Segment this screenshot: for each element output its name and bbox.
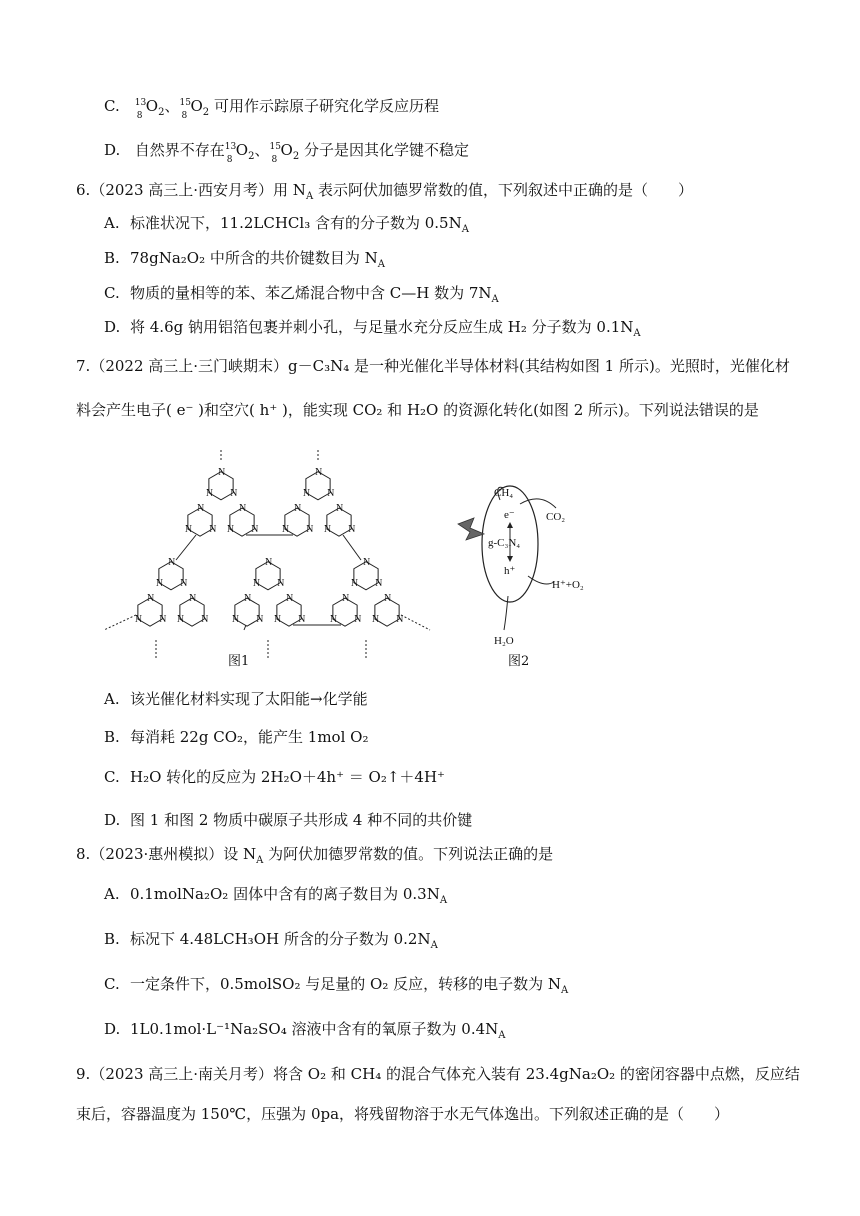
isotope-15: 15 8 <box>179 98 191 121</box>
figure-2-photocatalysis <box>448 478 608 658</box>
n-atom: N <box>201 614 209 626</box>
q7-option-d: D. 图 1 和图 2 物质中碳原子共形成 4 种不同的共价键 <box>104 811 473 829</box>
n-atom: N <box>281 524 290 536</box>
h-o2-label: H⁺+O₂ <box>552 579 584 591</box>
n-atom: N <box>350 577 359 589</box>
n-atom: N <box>396 614 404 626</box>
n-atom: N <box>231 614 240 626</box>
bond <box>401 615 430 630</box>
n-atom: N <box>159 614 167 626</box>
question-8-stem: 8.（2023·惠州模拟）设 $N_A$ 为阿伏加德罗常数的值。下列说法正确的是 <box>76 845 554 866</box>
n-atom: N <box>209 524 217 536</box>
n-atom: N <box>168 556 176 568</box>
question-9-stem-line1: 9.（2023 高三上·南关月考）将含 O₂ 和 CH₄ 的混合气体充入装有 23.4gNa₂O₂ 的密闭容器中点燃，反应结 <box>76 1065 800 1083</box>
n-atom: N <box>147 593 155 605</box>
q7-option-c: C. H₂O 转化的反应为 2H₂O＋4h⁺ ＝ O₂↑＋4H⁺ <box>104 768 445 786</box>
n-atom: N <box>294 503 302 515</box>
n-atom: N <box>315 466 323 478</box>
n-atom: N <box>265 556 273 568</box>
ch4-label: CH₄ <box>494 487 514 499</box>
q7-option-a: A. 该光催化材料实现了太阳能→化学能 <box>104 690 368 708</box>
n-atom: N <box>184 524 193 536</box>
n-atom: N <box>375 577 383 589</box>
question-6-stem: 6.（2023 高三上·西安月考）用 $N_A$ 表示阿伏加德罗常数的值，下列叙述中正确的是（ ） <box>76 181 693 202</box>
q6-option-c: C. 物质的量相等的苯、苯乙烯混合物中含 C—H 数为 $7N_A$ <box>104 284 499 305</box>
question-7-stem-line1: 7.（2022 高三上·三门峡期末）g－C₃N₄ 是一种光催化半导体材料(其结构如图 1 所示)。光照时，光催化材 <box>76 357 790 375</box>
co2-label: CO₂ <box>546 511 566 523</box>
n-atom: N <box>348 524 356 536</box>
n-atom: N <box>176 614 185 626</box>
n-atom: N <box>256 614 264 626</box>
n-atom: N <box>302 487 311 499</box>
q6-option-b: B. 78gNa₂O₂ 中所含的共价键数目为 $N_A$ <box>104 249 385 270</box>
n-atom: N <box>189 593 197 605</box>
n-atom: N <box>205 487 214 499</box>
n-atom: N <box>218 466 226 478</box>
heptazine-network <box>104 448 430 658</box>
hole-label: h⁺ <box>504 565 516 577</box>
figure-1-caption: 图1 <box>228 654 250 669</box>
h2o-label: H₂O <box>494 635 514 647</box>
q8-option-d: D. 1L0.1mol·L⁻¹Na₂SO₄ 溶液中含有的氧原子数为 $0.4N_A$ <box>104 1020 506 1041</box>
n-atom: N <box>371 614 380 626</box>
lightning-icon <box>458 518 484 540</box>
isotope-13: 13 8 <box>134 98 147 121</box>
n-atom: N <box>244 593 252 605</box>
n-atom: N <box>277 577 285 589</box>
gc3n4-label: g-C₃N₄ <box>488 537 521 549</box>
q5-option-d: D. 自然界不存在 13 8 $O_2$、 15 8 $O_2$ 分子是因其化学键不稳定 <box>104 141 469 165</box>
question-7-stem-line2: 料会产生电子( e⁻ )和空穴( h⁺ )，能实现 CO₂ 和 H₂O 的资源化转化(如图 2 所示)。下列说法错误的是 <box>76 401 759 419</box>
bond <box>104 615 136 630</box>
n-atom: N <box>384 593 392 605</box>
q8-option-c: C. 一定条件下，0.5molSO₂ 与足量的 O₂ 反应，转移的电子数为 $N_A$ <box>104 975 569 996</box>
n-atom: N <box>327 487 335 499</box>
bond <box>244 625 246 630</box>
n-atom: N <box>134 614 143 626</box>
q7-option-b: B. 每消耗 22g CO₂，能产生 1mol O₂ <box>104 728 369 746</box>
n-atom: N <box>239 503 247 515</box>
n-atom: N <box>342 593 350 605</box>
n-atom: N <box>226 524 235 536</box>
n-atom: N <box>354 614 362 626</box>
n-atom: N <box>230 487 238 499</box>
q8-option-b: B. 标况下 4.48LCH₃OH 所含的分子数为 $0.2N_A$ <box>104 930 438 951</box>
bond <box>343 535 361 560</box>
electron-label: e⁻ <box>504 509 515 521</box>
n-atom: N <box>273 614 282 626</box>
n-atom: N <box>336 503 344 515</box>
n-atom: N <box>323 524 332 536</box>
n-atom: N <box>298 614 306 626</box>
n-atom: N <box>252 577 261 589</box>
n-atom: N <box>155 577 164 589</box>
n-atom: N <box>251 524 259 536</box>
n-atom: N <box>306 524 314 536</box>
n-atom: N <box>197 503 205 515</box>
q5-option-c: C. 13 8 $O_2$、 15 8 $O_2$ 可用作示踪原子研究化学反应历程 <box>104 97 439 121</box>
q6-option-a: A. 标准状况下，11.2LCHCl₃ 含有的分子数为 $0.5N_A$ <box>104 214 469 235</box>
figure-2-caption: 图2 <box>508 654 530 669</box>
n-atom: N <box>329 614 338 626</box>
question-9-stem-line2: 束后，容器温度为 150℃，压强为 0pa，将残留物溶于水无气体逸出。下列叙述正确的是（ ） <box>76 1105 730 1123</box>
figure-1-gc3n4-structure <box>96 440 436 665</box>
q6-option-d: D. 将 4.6g 钠用铝箔包裹并刺小孔，与足量水充分反应生成 H₂ 分子数为 $0.1N_A$ <box>104 318 641 339</box>
n-atom: N <box>286 593 294 605</box>
q8-option-a: A. 0.1molNa₂O₂ 固体中含有的离子数目为 $0.3N_A$ <box>104 885 448 906</box>
n-atom: N <box>180 577 188 589</box>
n-atom: N <box>363 556 371 568</box>
bond <box>176 535 196 560</box>
